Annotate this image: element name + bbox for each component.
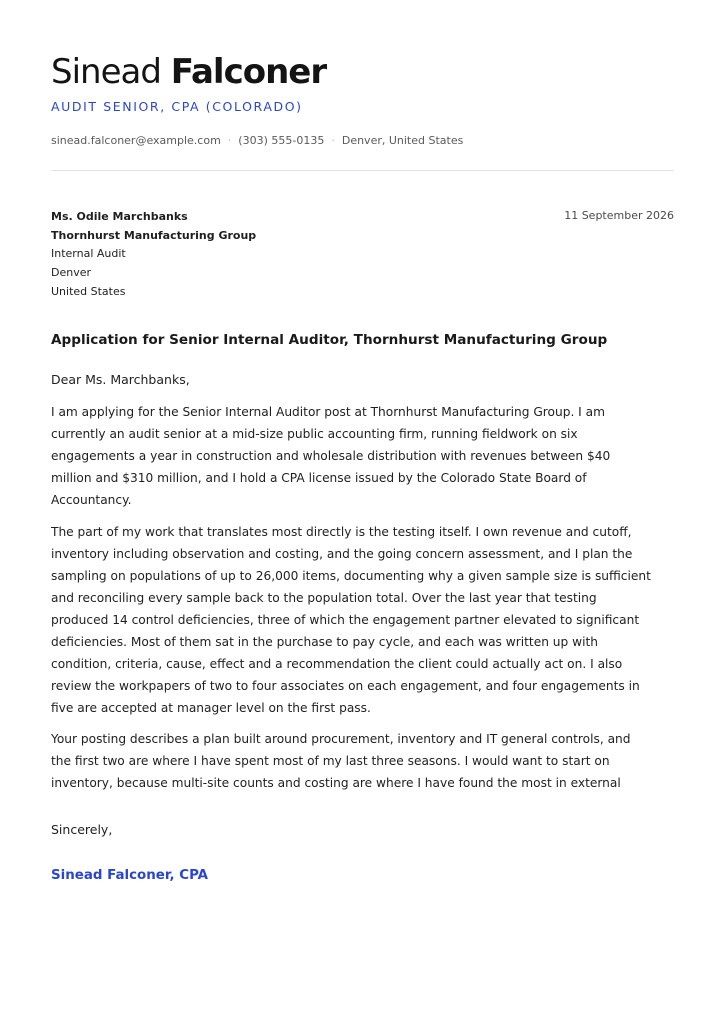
letter-date: 11 September 2026 (564, 209, 674, 222)
paragraph-line: condition, criteria, cause, effect and a recommendation the client could actually act on. I also (51, 657, 623, 671)
paragraph-line: million and $310 million, and I hold a CPA license issued by the Colorado State Board of (51, 471, 587, 485)
paragraph-line: inventory including observation and costing, and the going concern assessment, and I plan the (51, 547, 633, 561)
paragraph-line: The part of my work that translates most directly is the testing itself. I own revenue and cutoff, (51, 525, 632, 539)
body-paragraph-3 (51, 728, 675, 794)
body-paragraph-2 (51, 521, 675, 719)
contact-separator: · (227, 134, 232, 147)
applicant-first-name: Sinead (51, 52, 161, 92)
letter-subject: Application for Senior Internal Auditor, Thornhurst Manufacturing Group (51, 332, 608, 348)
header-divider (51, 170, 674, 171)
recipient-country: United States (51, 284, 126, 298)
paragraph-line: currently an audit senior at a mid-size public accounting firm, running fieldwork on six (51, 427, 578, 441)
applicant-title: AUDIT SENIOR, CPA (COLORADO) (51, 99, 303, 114)
recipient-block (51, 208, 256, 302)
paragraph-line: and reconciling every sample back to the population total. Over the last year that testing (51, 591, 597, 605)
salutation: Dear Ms. Marchbanks, (51, 372, 190, 387)
paragraph-line: engagements a year in construction and wholesale distribution with revenues between $40 (51, 449, 611, 463)
paragraph-line: five are accepted at manager level on the first pass. (51, 701, 371, 715)
signature-name: Sinead Falconer, CPA (51, 868, 209, 883)
recipient-name: Ms. Odile Marchbanks (51, 210, 188, 223)
paragraph-line: I am applying for the Senior Internal Auditor post at Thornhurst Manufacturing Group. I am (51, 405, 605, 419)
paragraph-line: produced 14 control deficiencies, three of which the engagement partner elevated to significant (51, 613, 640, 627)
contact-email[interactable]: sinead.falconer@example.com (51, 134, 221, 147)
paragraph-line: review the workpapers of two to four associates on each engagement, and four engagements in (51, 679, 640, 693)
paragraph-line: inventory, because multi-site counts and costing are where I have found the most in external (51, 776, 621, 790)
contact-separator: · (331, 134, 335, 147)
paragraph-line: sampling on populations of up to 26,000 items, documenting why a given sample size is sufficient (51, 569, 651, 583)
contact-location: Denver, United States (341, 134, 464, 147)
paragraph-line: Accountancy. (51, 493, 132, 507)
closing: Sincerely, (51, 822, 113, 837)
recipient-city: Denver (51, 266, 92, 280)
paragraph-line: deficiencies. Most of them sat in the purchase to pay cycle, and each was written up with (51, 635, 598, 649)
applicant-last-name: Falconer (170, 52, 327, 92)
paragraph-line: the first two are where I have spent most of my last three seasons. I would want to start on (51, 754, 610, 768)
recipient-department: Internal Audit (51, 247, 126, 261)
contact-phone[interactable]: (303) 555-0135 (238, 134, 325, 147)
paragraph-line: Your posting describes a plan built around procurement, inventory and IT general controls, and (51, 732, 631, 746)
body-paragraph-1 (51, 401, 675, 511)
recipient-company: Thornhurst Manufacturing Group (51, 228, 257, 242)
contact-line (51, 134, 463, 148)
applicant-name (51, 50, 326, 94)
